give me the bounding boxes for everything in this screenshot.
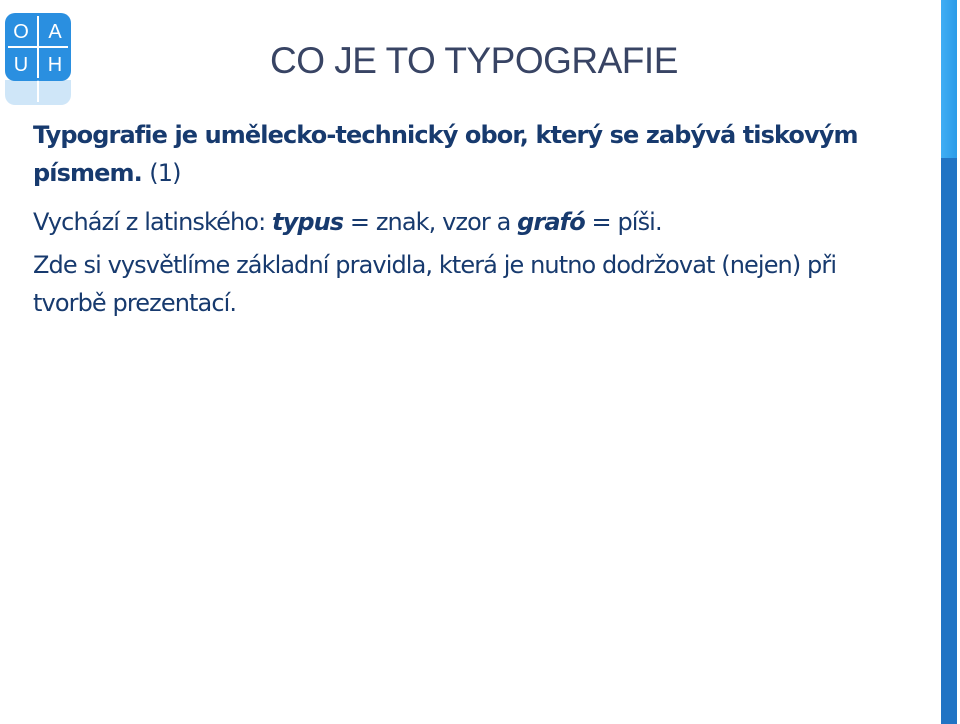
logo-letter-h: H bbox=[47, 54, 63, 76]
etymology-middle: = znak, vzor a bbox=[343, 208, 518, 236]
etymology-word-grafo: grafó bbox=[517, 208, 585, 236]
paragraph-intro bbox=[33, 246, 913, 322]
etymology-word-typus: typus bbox=[272, 208, 344, 236]
logo-letter-u: U bbox=[13, 54, 29, 76]
oauh-logo-icon bbox=[4, 12, 72, 82]
intro-text: Zde si vysvětlíme základní pravidla, která je nutno dodržovat (nejen) při tvorbě prezentací. bbox=[33, 251, 837, 317]
definition-reference: (1) bbox=[149, 159, 181, 187]
logo-reflection bbox=[4, 80, 72, 106]
paragraph-definition bbox=[33, 116, 913, 192]
slide-body bbox=[33, 116, 913, 322]
definition-text: Typografie je umělecko-technický obor, který se zabývá tiskovým písmem. bbox=[33, 121, 858, 187]
slide-title: CO JE TO TYPOGRAFIE bbox=[270, 40, 678, 81]
etymology-prefix: Vychází z latinského: bbox=[33, 208, 272, 236]
paragraph-etymology bbox=[33, 204, 913, 240]
oauh-logo bbox=[4, 12, 72, 82]
logo-letter-a: A bbox=[48, 21, 62, 43]
accent-bar-highlight bbox=[941, 0, 957, 158]
logo-letter-o: O bbox=[13, 21, 29, 43]
etymology-suffix: = píši. bbox=[584, 208, 662, 236]
